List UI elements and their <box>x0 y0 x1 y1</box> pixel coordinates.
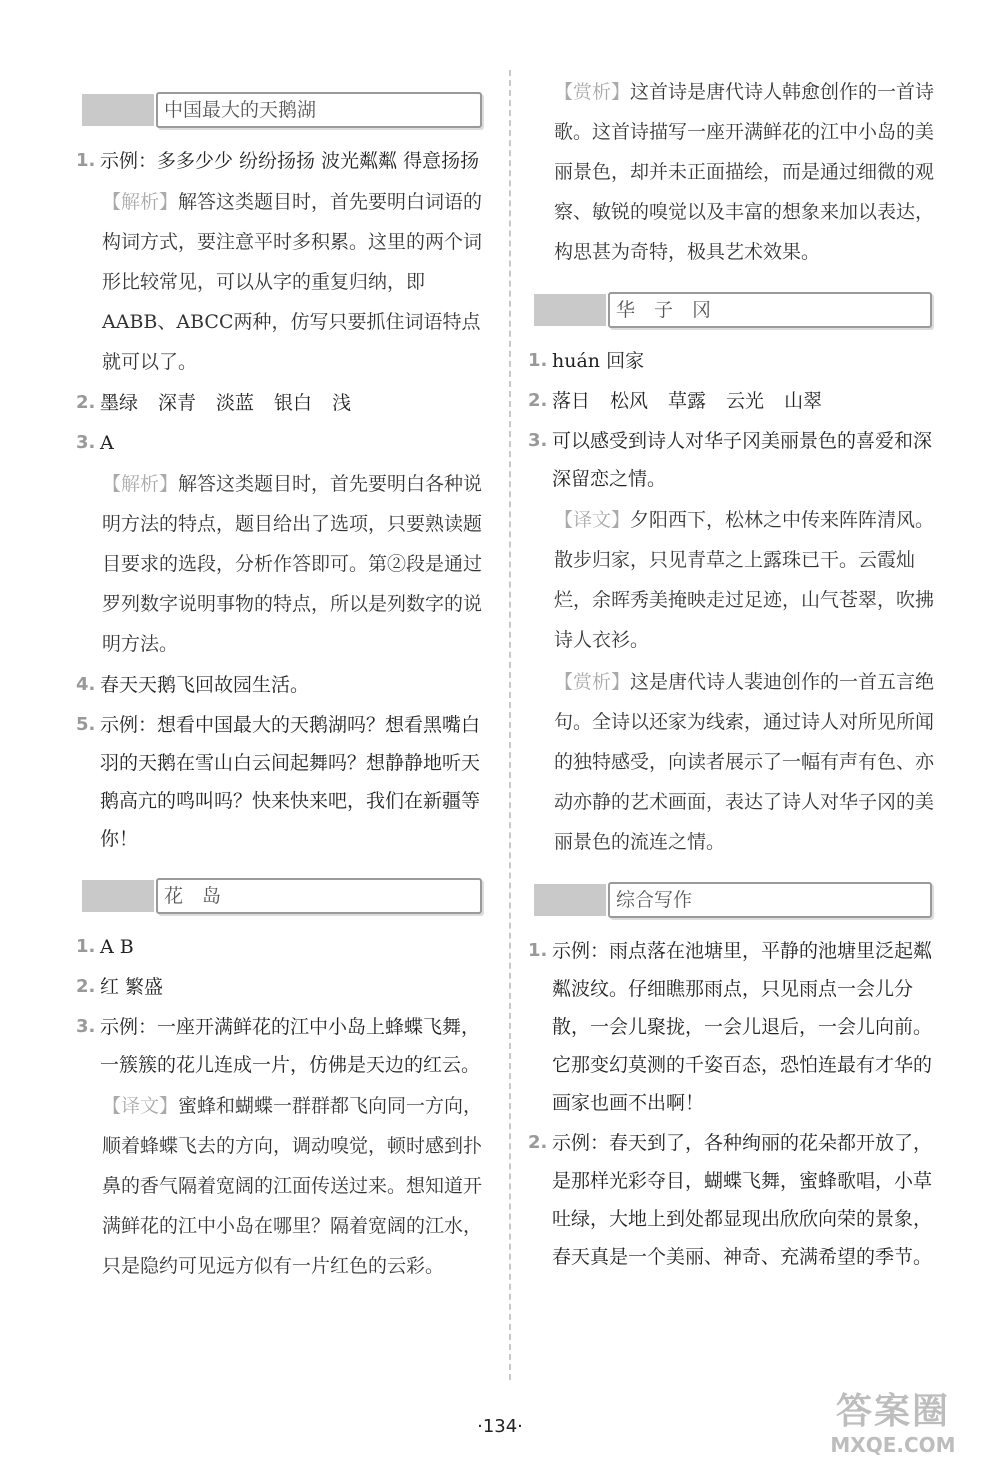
section-header <box>70 90 490 128</box>
note-label: 【解析】 <box>102 191 179 213</box>
answer-text: 示例：一座开满鲜花的江中小岛上蜂蝶飞舞，一簇簇的花儿连成一片，仿佛是天边的红云。 <box>100 1016 481 1076</box>
watermark-logo-text: 答案圈 <box>835 1391 950 1432</box>
note-text: 解答这类题目时，首先要明白各种说明方法的特点，题目给出了选项，只要熟读题目要求的选段，分析作答即可。第②段是通过罗列数字说明事物的特点，所以是列数字的说明方法。 <box>102 473 483 655</box>
answer-text: 春天天鹅飞回故园生活。 <box>100 674 310 696</box>
answer-word: 墨绿 <box>100 392 139 414</box>
item-number: 1. <box>528 940 548 961</box>
answer-item <box>522 342 940 380</box>
answer-text: huán 回家 <box>552 350 645 372</box>
analysis-note <box>70 464 490 664</box>
item-number: 1. <box>528 350 548 371</box>
answer-text: A B <box>100 936 134 958</box>
answer-word: 淡蓝 <box>216 392 255 414</box>
note-label: 【译文】 <box>554 509 631 531</box>
answer-text: 示例：雨点落在池塘里，平静的池塘里泛起粼粼波纹。仔细瞧那雨点，只见雨点一会儿分散，一会儿聚拢，一会儿退后，一会儿向前。它那变幻莫测的千姿百态，恐怕连最有才华的画家也画不出啊！ <box>552 940 933 1114</box>
section-title: 中国最大的天鹅湖 <box>156 92 482 128</box>
left-column <box>70 72 490 1288</box>
answer-word: 山翠 <box>784 390 823 412</box>
analysis-note <box>522 500 940 660</box>
answer-text: 示例：春天到了，各种绚丽的花朵都开放了，是那样光彩夺目，蝴蝶飞舞，蜜蜂歌唱，小草吐绿，大地上到处都显现出欣欣向荣的景象，春天真是一个美丽、神奇、充满希望的季节。 <box>552 1132 933 1268</box>
section-title: 华 子 冈 <box>608 292 932 328</box>
note-label: 【赏析】 <box>554 671 631 693</box>
answer-words <box>100 392 371 414</box>
item-number: 2. <box>76 392 96 413</box>
section-tag <box>82 880 154 912</box>
note-text: 这首诗是唐代诗人韩愈创作的一首诗歌。这首诗描写一座开满鲜花的江中小岛的美丽景色，却并未正面描绘，而是通过细微的观察、敏锐的嗅觉以及丰富的想象来加以表达，构思甚为奇特，极具艺术效果。 <box>554 81 935 263</box>
analysis-note <box>70 1086 490 1286</box>
note-label: 【译文】 <box>102 1095 179 1117</box>
item-number: 1. <box>76 150 96 171</box>
answer-item <box>70 384 490 422</box>
page-number: ·134· <box>477 1416 523 1437</box>
answer-item <box>70 706 490 858</box>
item-number: 4. <box>76 674 96 695</box>
answer-word: 草露 <box>668 390 707 412</box>
item-number: 2. <box>76 976 96 997</box>
answer-item <box>522 1124 940 1276</box>
analysis-note <box>522 662 940 862</box>
answer-item <box>70 928 490 966</box>
answer-word: 落日 <box>552 390 591 412</box>
note-text: 解答这类题目时，首先要明白词语的构词方式，要注意平时多积累。这里的两个词形比较常见，可以从字的重复归纳，即AABB、ABCC两种，仿写只要抓住词语特点就可以了。 <box>102 191 483 373</box>
answer-text: 红 繁盛 <box>100 976 164 998</box>
answer-item <box>70 142 490 180</box>
answer-word: 松风 <box>610 390 649 412</box>
note-text: 夕阳西下，松林之中传来阵阵清风。散步归家，只见青草之上露珠已干。云霞灿烂，余晖秀美掩映走过足迹，山气苍翠，吹拂诗人衣衫。 <box>554 509 935 651</box>
item-number: 3. <box>528 430 548 451</box>
section-title: 花 岛 <box>156 878 482 914</box>
item-number: 3. <box>76 1016 96 1037</box>
answer-item <box>522 932 940 1122</box>
analysis-note <box>70 182 490 382</box>
answer-item <box>70 968 490 1006</box>
answer-item <box>522 382 940 420</box>
answer-text: 示例：多多少少 纷纷扬扬 波光粼粼 得意扬扬 <box>100 150 480 172</box>
section-header <box>522 290 940 328</box>
answer-text: A <box>100 432 114 454</box>
section-header <box>522 880 940 918</box>
section-title: 综合写作 <box>608 882 932 918</box>
watermark-logo <box>808 1390 978 1460</box>
watermark-url: MXQE.COM <box>830 1433 956 1457</box>
answer-word: 银白 <box>274 392 313 414</box>
answer-words <box>552 390 842 412</box>
item-number: 2. <box>528 390 548 411</box>
answer-text: 可以感受到诗人对华子冈美丽景色的喜爱和深深留恋之情。 <box>552 430 933 490</box>
answer-word: 深青 <box>158 392 197 414</box>
note-text: 这是唐代诗人裴迪创作的一首五言绝句。全诗以还家为线索，通过诗人对所见所闻的独特感受，向读者展示了一幅有声有色、亦动亦静的艺术画面，表达了诗人对华子冈的美丽景色的流连之情。 <box>554 671 935 853</box>
appreciation-note <box>522 72 940 272</box>
answer-word: 浅 <box>332 392 352 414</box>
item-number: 5. <box>76 714 96 735</box>
item-number: 1. <box>76 936 96 957</box>
answer-word: 云光 <box>726 390 765 412</box>
item-number: 3. <box>76 432 96 453</box>
item-number: 2. <box>528 1132 548 1153</box>
section-header <box>70 876 490 914</box>
answer-item <box>70 1008 490 1084</box>
section-tag <box>82 94 154 126</box>
note-label: 【赏析】 <box>554 81 631 103</box>
answer-item <box>70 424 490 462</box>
section-tag <box>534 884 606 916</box>
right-column <box>522 72 940 1278</box>
note-label: 【解析】 <box>102 473 179 495</box>
column-divider <box>509 70 511 1380</box>
section-tag <box>534 294 606 326</box>
answer-item <box>522 422 940 498</box>
answer-text: 示例：想看中国最大的天鹅湖吗？想看黑嘴白羽的天鹅在雪山白云间起舞吗？想静静地听天鹅高亢的鸣叫吗？快来快来吧，我们在新疆等你！ <box>100 714 481 850</box>
answer-item <box>70 666 490 704</box>
note-text: 蜜蜂和蝴蝶一群群都飞向同一方向，顺着蜂蝶飞去的方向，调动嗅觉，顿时感到扑鼻的香气隔着宽阔的江面传送过来。想知道开满鲜花的江中小岛在哪里？隔着宽阔的江水，只是隐约可见远方似有一片红色的云彩。 <box>102 1095 483 1277</box>
